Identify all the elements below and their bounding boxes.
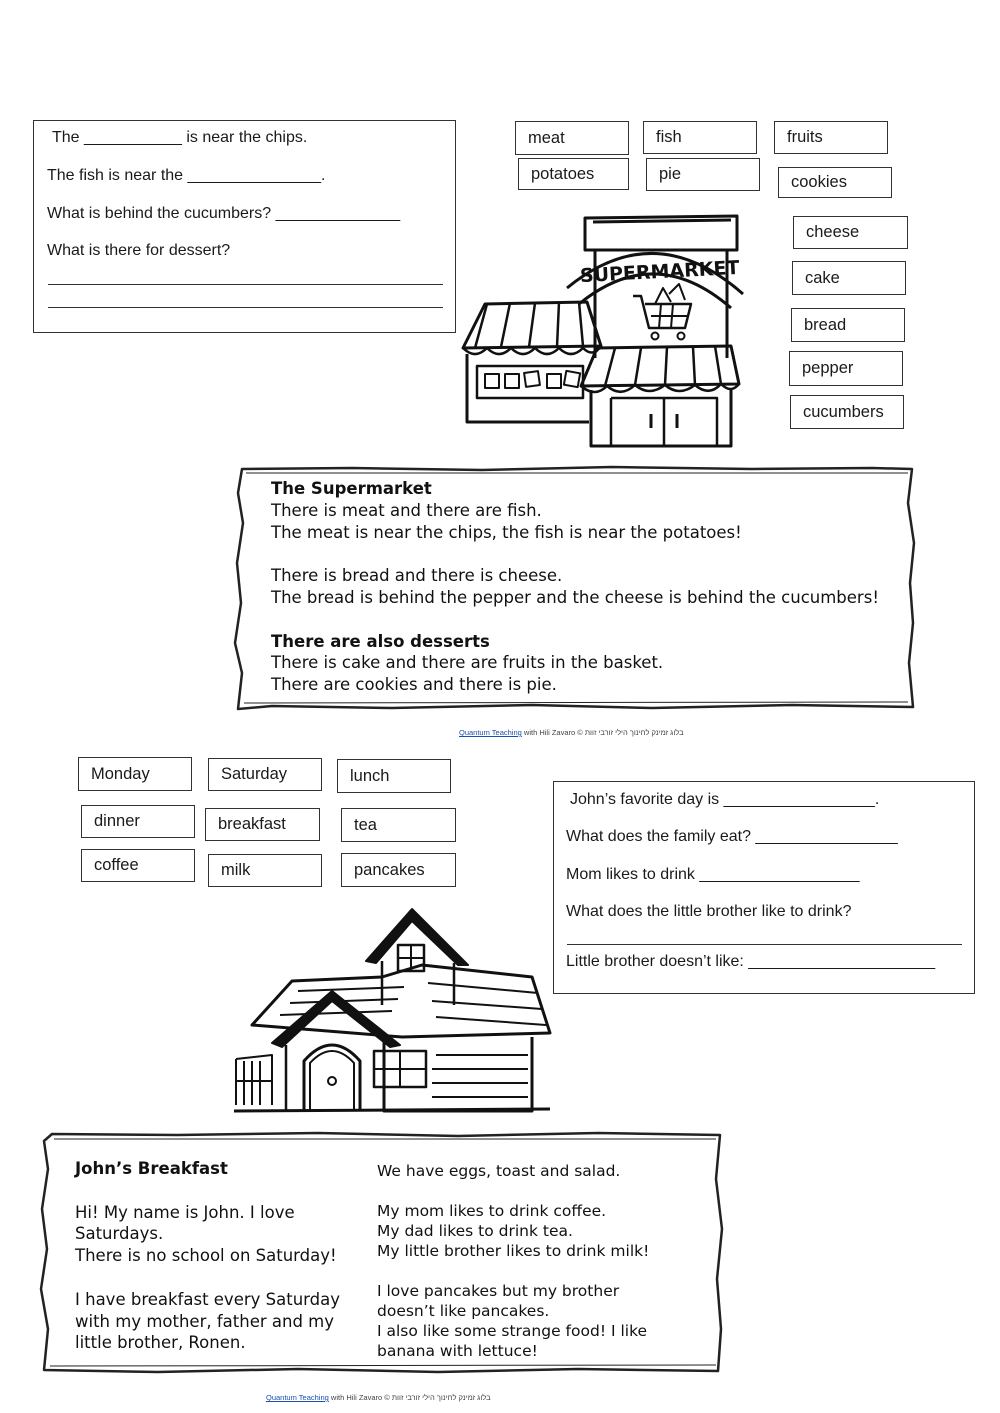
story-line: with my mother, father and my (75, 1311, 335, 1331)
word-box-cucumbers[interactable]: cucumbers (790, 395, 904, 429)
supermarket-questions-box (33, 120, 456, 333)
story-title: The Supermarket (271, 479, 432, 498)
word-box-pancakes[interactable]: pancakes (341, 853, 456, 887)
supermarket-illustration (455, 208, 745, 450)
story-line: I love pancakes but my brother (377, 1282, 620, 1300)
story-line: There is cake and there are fruits in the basket. (271, 653, 664, 673)
word-box-meat[interactable]: meat (515, 121, 629, 155)
question-4: What does the little brother like to drink? (566, 903, 852, 920)
story-line: banana with lettuce! (377, 1342, 538, 1360)
word-box-tea[interactable]: tea (341, 808, 456, 842)
word-box-fish[interactable]: fish (643, 121, 757, 154)
question-2: The fish is near the _______________. (47, 167, 326, 184)
breakfast-story-right (377, 1161, 649, 1361)
word-box-cheese[interactable]: cheese (793, 216, 908, 249)
story-subtitle: There are also desserts (271, 631, 490, 651)
word-box-breakfast[interactable]: breakfast (205, 808, 320, 841)
credit-link[interactable]: Quantum Teaching (459, 728, 522, 737)
story-line: The meat is near the chips, the fish is near the potatoes! (271, 522, 742, 542)
word-box-cookies[interactable]: cookies (778, 167, 892, 198)
question-2: What does the family eat? ________________ (566, 828, 898, 845)
question-3: What is behind the cucumbers? ______________ (47, 205, 401, 222)
credit-line-1: Quantum Teaching with Hili Zavaro © בלוג זמינק לחינוך הילי זורבי זוות (459, 728, 684, 737)
story-line: Saturdays. (75, 1224, 164, 1244)
story-line: We have eggs, toast and salad. (377, 1162, 621, 1180)
question-4: What is there for dessert? (47, 242, 231, 259)
story-line: There is no school on Saturday! (75, 1246, 337, 1266)
answer-line-2[interactable] (48, 307, 443, 308)
story-line: My mom likes to drink coffee. (377, 1202, 607, 1220)
word-box-bread[interactable]: bread (791, 308, 905, 342)
breakfast-story-card (38, 1129, 724, 1375)
house-illustration (232, 905, 554, 1115)
breakfast-questions-box (553, 781, 975, 994)
word-box-dinner[interactable]: dinner (81, 805, 195, 838)
story-line: There are cookies and there is pie. (271, 675, 557, 695)
story-line: I also like some strange food! I like (377, 1322, 648, 1340)
word-box-lunch[interactable]: lunch (337, 759, 451, 793)
word-box-pepper[interactable]: pepper (789, 351, 903, 386)
supermarket-sign-text: SUPERMARKET (579, 256, 740, 288)
story-line: Hi! My name is John. I love (75, 1202, 295, 1222)
story-line: There is meat and there are fish. (271, 500, 542, 520)
question-1: John’s favorite day is _________________. (570, 791, 880, 808)
story-line: My dad likes to drink tea. (377, 1222, 573, 1240)
word-box-coffee[interactable]: coffee (81, 849, 195, 882)
answer-line[interactable] (567, 944, 962, 945)
question-3: Mom likes to drink __________________ (566, 866, 860, 883)
word-box-monday[interactable]: Monday (78, 757, 192, 791)
story-title: John’s Breakfast (75, 1159, 228, 1178)
word-box-cake[interactable]: cake (792, 261, 906, 295)
story-line: I have breakfast every Saturday (75, 1289, 340, 1309)
credit-link[interactable]: Quantum Teaching (266, 1393, 329, 1402)
word-box-pie[interactable]: pie (646, 158, 760, 191)
word-box-potatoes[interactable]: potatoes (518, 158, 629, 190)
story-line: There is bread and there is cheese. (271, 566, 563, 586)
story-line: doesn’t like pancakes. (377, 1302, 550, 1320)
word-box-fruits[interactable]: fruits (774, 121, 888, 154)
credit-line-2: Quantum Teaching with Hili Zavaro © בלוג זמינק לחינוך הילי זורבי זוות (266, 1393, 491, 1402)
supermarket-story-text (271, 478, 879, 696)
breakfast-story-left (75, 1158, 340, 1354)
word-box-milk[interactable]: milk (208, 854, 322, 887)
question-5: Little brother doesn’t like: _____________________ (566, 953, 936, 970)
story-line: The bread is behind the pepper and the cheese is behind the cucumbers! (271, 587, 879, 607)
word-box-saturday[interactable]: Saturday (208, 758, 322, 791)
answer-line-1[interactable] (48, 284, 443, 285)
question-1: The ___________ is near the chips. (52, 129, 308, 146)
story-line: My little brother likes to drink milk! (377, 1242, 650, 1260)
supermarket-story-card (232, 463, 916, 713)
story-line: little brother, Ronen. (75, 1333, 246, 1353)
